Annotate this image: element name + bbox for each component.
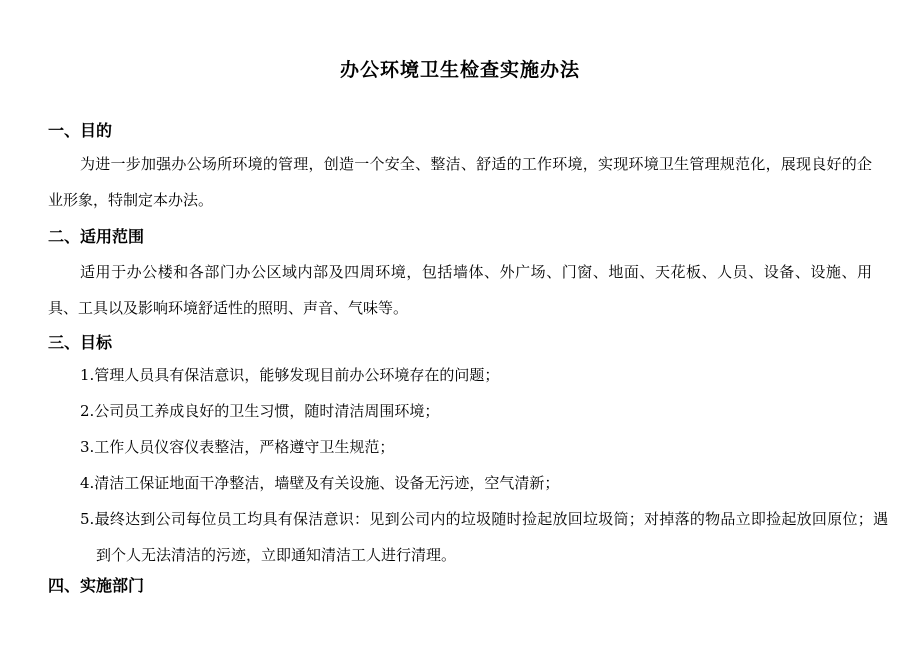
section-heading-purpose: 一、目的 [48, 121, 113, 140]
section-heading-goals: 三、目标 [48, 333, 113, 352]
section-heading-departments: 四、实施部门 [48, 576, 145, 595]
section-heading-scope: 二、适用范围 [48, 227, 145, 246]
goal-item-1: 1.管理人员具有保洁意识，能够发现目前办公环境存在的问题； [80, 366, 500, 384]
section-body-scope: 适用于办公楼和各部门办公区域内部及四周环境，包括墙体、外广场、门窗、地面、天花板、人员、设备、设施、用具、工具以及影响环境舒适性的照明、声音、气味等。 [48, 263, 872, 317]
goal-item-2: 2.公司员工养成良好的卫生习惯，随时清洁周围环境； [80, 402, 440, 420]
section-body-purpose: 为进一步加强办公场所环境的管理，创造一个安全、整洁、舒适的工作环境，实现环境卫生管理规范化，展现良好的企业形象，特制定本办法。 [48, 155, 872, 209]
document-title: 办公环境卫生检查实施办法 [339, 59, 580, 81]
goal-item-3: 3.工作人员仪容仪表整洁，严格遵守卫生规范； [80, 438, 395, 456]
goal-item-4: 4.清洁工保证地面干净整洁，墙壁及有关设施、设备无污迹，空气清新； [80, 474, 560, 492]
goal-item-5: 5.最终达到公司每位员工均具有保洁意识：见到公司内的垃圾随时捡起放回垃圾筒；对掉落的物品立即捡起放回原位；遇到个人无法清洁的污迹，立即通知清洁工人进行清理。 [80, 510, 888, 564]
